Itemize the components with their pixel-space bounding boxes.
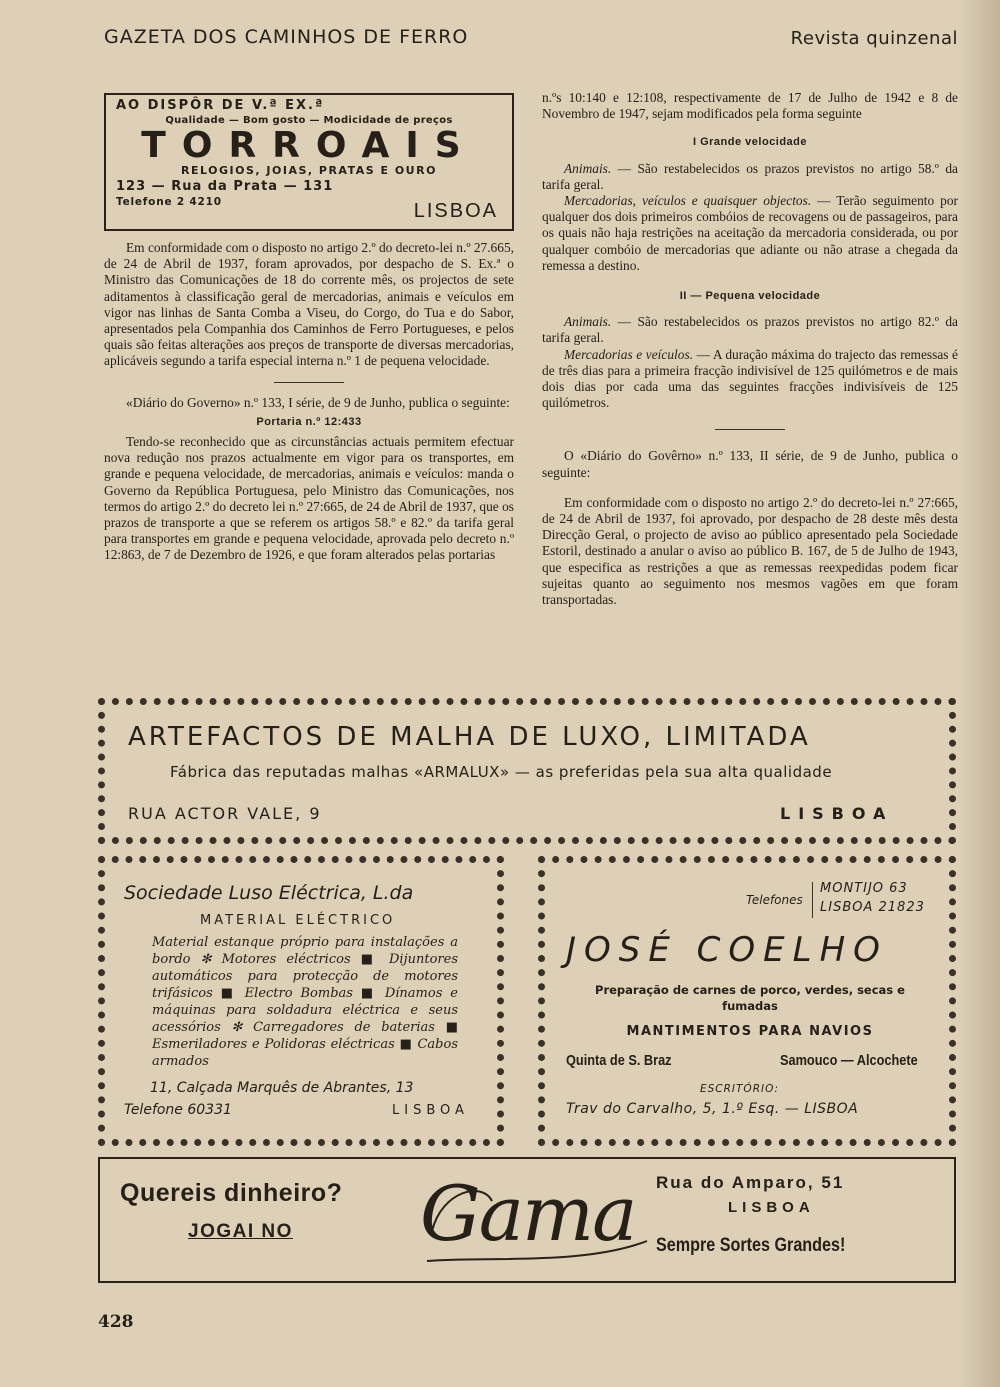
gama-address: Rua do Amparo, 51 [656, 1173, 845, 1192]
mercadorias-label-1: Mercadorias, veículos e quaisquer objectos. [564, 193, 812, 209]
coelho-samouco: Samouco — Alcochete [780, 1052, 918, 1069]
animais-text-2: — São restabelecidos os prazos previstos no artigo 82.º da tarifa geral. [542, 314, 958, 346]
coelho-name: JOSÉ COELHO [566, 930, 888, 970]
left-paragraph-3: Tendo-se reconhecido que as circunstâncias actuais permitem efectuar nova redução nos prazos actualmente em vigor para os transportes, em grande e pequena velocidade, de mercadorias, animais e veículos: manda o Governo da República Portuguesa, pelo Ministro das Comunicações, nos termos do artigo 2.º do decreto lei n.º 27:665, de 24 de Abril de 1937, que os prazos de transporte a que se referem os artigos 58.º e 82.º da tarifa geral para transportes em grande e pequena velocidade, aprovada pelo decreto n.º 12:863, de 7 de Dezembro de 1926, e que foram alterados pelas portarias [104, 434, 514, 563]
luso-address: 11, Calçada Marquês de Abrantes, 13 [150, 1080, 414, 1096]
torroais-ad [104, 93, 514, 231]
portaria-heading: Portaria n.º 12:433 [256, 415, 362, 428]
coelho-phones-bracket [812, 882, 816, 918]
animais-label-1: Animais. [564, 160, 612, 176]
luso-city: LISBOA [392, 1103, 469, 1118]
right-paragraph-2: O «Diário do Govêrno» n.º 133, II série, de 9 de Junho, publica o seguinte: [542, 448, 958, 480]
right-animais-1 [542, 161, 958, 193]
mercadorias-text-1: — Terão seguimento por qualquer dos dois primeiros combóios de recovagens ou de passageiros, para os quais não haja restrições na aceitação da mercadoria considerada, ou por qualquer combóio de mercadorias que adiante ou não atrase a chegada da remessa a destino. [542, 193, 958, 273]
magazine-subtitle: Revista quinzenal [790, 28, 958, 49]
coelho-phones-label: Telefones [746, 893, 803, 907]
right-animais-2 [542, 314, 958, 346]
gama-jogai: JOGAI NO [188, 1221, 293, 1242]
torroais-line2: Qualidade — Bom gosto — Modicidade de preços [165, 115, 453, 126]
heading-grande-velocidade: I Grande velocidade [692, 136, 808, 149]
right-mercadorias-1 [542, 193, 958, 274]
luso-subtitle: MATERIAL ELÉCTRICO [200, 913, 396, 928]
right-mercadorias-2 [542, 347, 958, 412]
magazine-title: GAZETA DOS CAMINHOS DE FERRO [104, 26, 469, 48]
gama-slogan: Sempre Sortes Grandes! [656, 1235, 846, 1256]
animais-label-2: Animais. [564, 314, 612, 330]
coelho-address: Trav do Carvalho, 5, 1.º Esq. — LISBOA [566, 1101, 859, 1117]
armalux-city: LISBOA [780, 804, 894, 823]
left-paragraph-1: Em conformidade com o disposto no artigo 2.º do decreto-lei n.º 27.665, de 24 de Abril de 1937, foram aprovados, por despacho de S. Ex.ª o Ministro das Comunicações de 18 do corrente mês, os projectos de sete aditamentos à classificação geral de mercadorias, animais e veículos em vigor nas linhas de Santa Comba a Viseu, do Corgo, do Tua e do Sabor, apresentados pela Companhia dos Caminhos de Ferro Portugueses, e pelos quais são feitas alterações aos preços de transporte de diversas mercadorias, aplicáveis segundo a tarifa especial interna n.º 1 de pequena velocidade. [104, 240, 514, 369]
torroais-name: TORROAIS [141, 125, 477, 166]
section-divider [274, 382, 344, 383]
right-paragraph-1: n.ºs 10:140 e 12:108, respectivamente de 17 de Julho de 1942 e 8 de Novembro de 1947, sejam modificados pela forma seguinte [542, 90, 958, 122]
animais-text-1: — São restabelecidos os prazos previstos no artigo 58.º da tarifa geral. [542, 160, 958, 192]
luso-description: Material estanque próprio para instalações a bordo ✻ Motores eléctricos ■ Dijuntores automáticos para protecção de motores trifásicos ■ Electro Bombas ■ Dínamos e máquinas para soldadura eléctrica e seus acessórios ✻ Carregadores de baterias ■ Esmeriladores e Polidoras eléctricas ■ Cabos armados [152, 935, 458, 1069]
page-edge-shadow [958, 0, 1000, 1387]
right-paragraph-3: Em conformidade com o disposto no artigo 2.º do decreto-lei n.º 27:665, de 24 de Abril de 1937, foi aprovado, por despacho de 28 deste mês desta Direcção Geral, o projecto de aviso ao público apresentado pela Sociedade Estoril, destinado a anular o aviso ao público B. 167, de 5 de Julho de 1943, que especifica as restrições a que as remessas reexpedidas podem ficar sujeitas quanto ao seguimento nos mesmos vagões em que foram transportadas. [542, 494, 958, 608]
torroais-line3: RELOGIOS, JOIAS, PRATAS E OURO [181, 164, 437, 177]
right-column [542, 90, 958, 608]
left-column [104, 240, 514, 564]
coelho-phone-2: LISBOA 21823 [820, 900, 925, 915]
gama-question: Quereis dinheiro? [120, 1179, 343, 1207]
left-paragraph-2: «Diário do Governo» n.º 133, I série, de 9 de Junho, publica o seguinte: [126, 394, 510, 410]
coelho-escritorio: ESCRITÓRIO: [700, 1083, 780, 1095]
mercadorias-label-2: Mercadorias e veículos. [564, 346, 694, 362]
gama-city: LISBOA [728, 1199, 815, 1216]
coelho-description: Preparação de carnes de porco, verdes, secas e fumadas [595, 983, 905, 1013]
coelho-quinta: Quinta de S. Braz [566, 1052, 672, 1069]
armalux-title: ARTEFACTOS DE MALHA DE LUXO, LIMITADA [128, 722, 811, 752]
luso-phone: Telefone 60331 [124, 1102, 232, 1118]
heading-pequena-velocidade: II — Pequena velocidade [679, 290, 821, 303]
torroais-city: LISBOA [413, 200, 498, 222]
torroais-phone: Telefone 2 4210 [116, 196, 222, 208]
gama-logo: Gama [420, 1169, 636, 1258]
coelho-phone-1: MONTIJO 63 [820, 881, 908, 896]
torroais-line1: AO DISPÔR DE V.ª EX.ª [116, 98, 325, 113]
armalux-subtitle: Fábrica das reputadas malhas «ARMALUX» — as preferidas pela sua alta qualidade [170, 763, 833, 781]
page-number: 428 [98, 1312, 134, 1332]
section-divider [715, 429, 785, 430]
gama-ad [98, 1157, 956, 1283]
armalux-address: RUA ACTOR VALE, 9 [128, 804, 322, 823]
mercadorias-text-2: — A duração máxima do trajecto das remessas é de três dias para a primeira fracção indivisível de 125 quilómetros e de mais dois dias por cada uma das seguintes fracções indivisíveis de 125 quilómetros. [542, 346, 959, 411]
coelho-mantimentos: MANTIMENTOS PARA NAVIOS [626, 1024, 874, 1039]
torroais-address: 123 — Rua da Prata — 131 [116, 179, 334, 194]
luso-title: Sociedade Luso Eléctrica, L.da [124, 882, 414, 904]
